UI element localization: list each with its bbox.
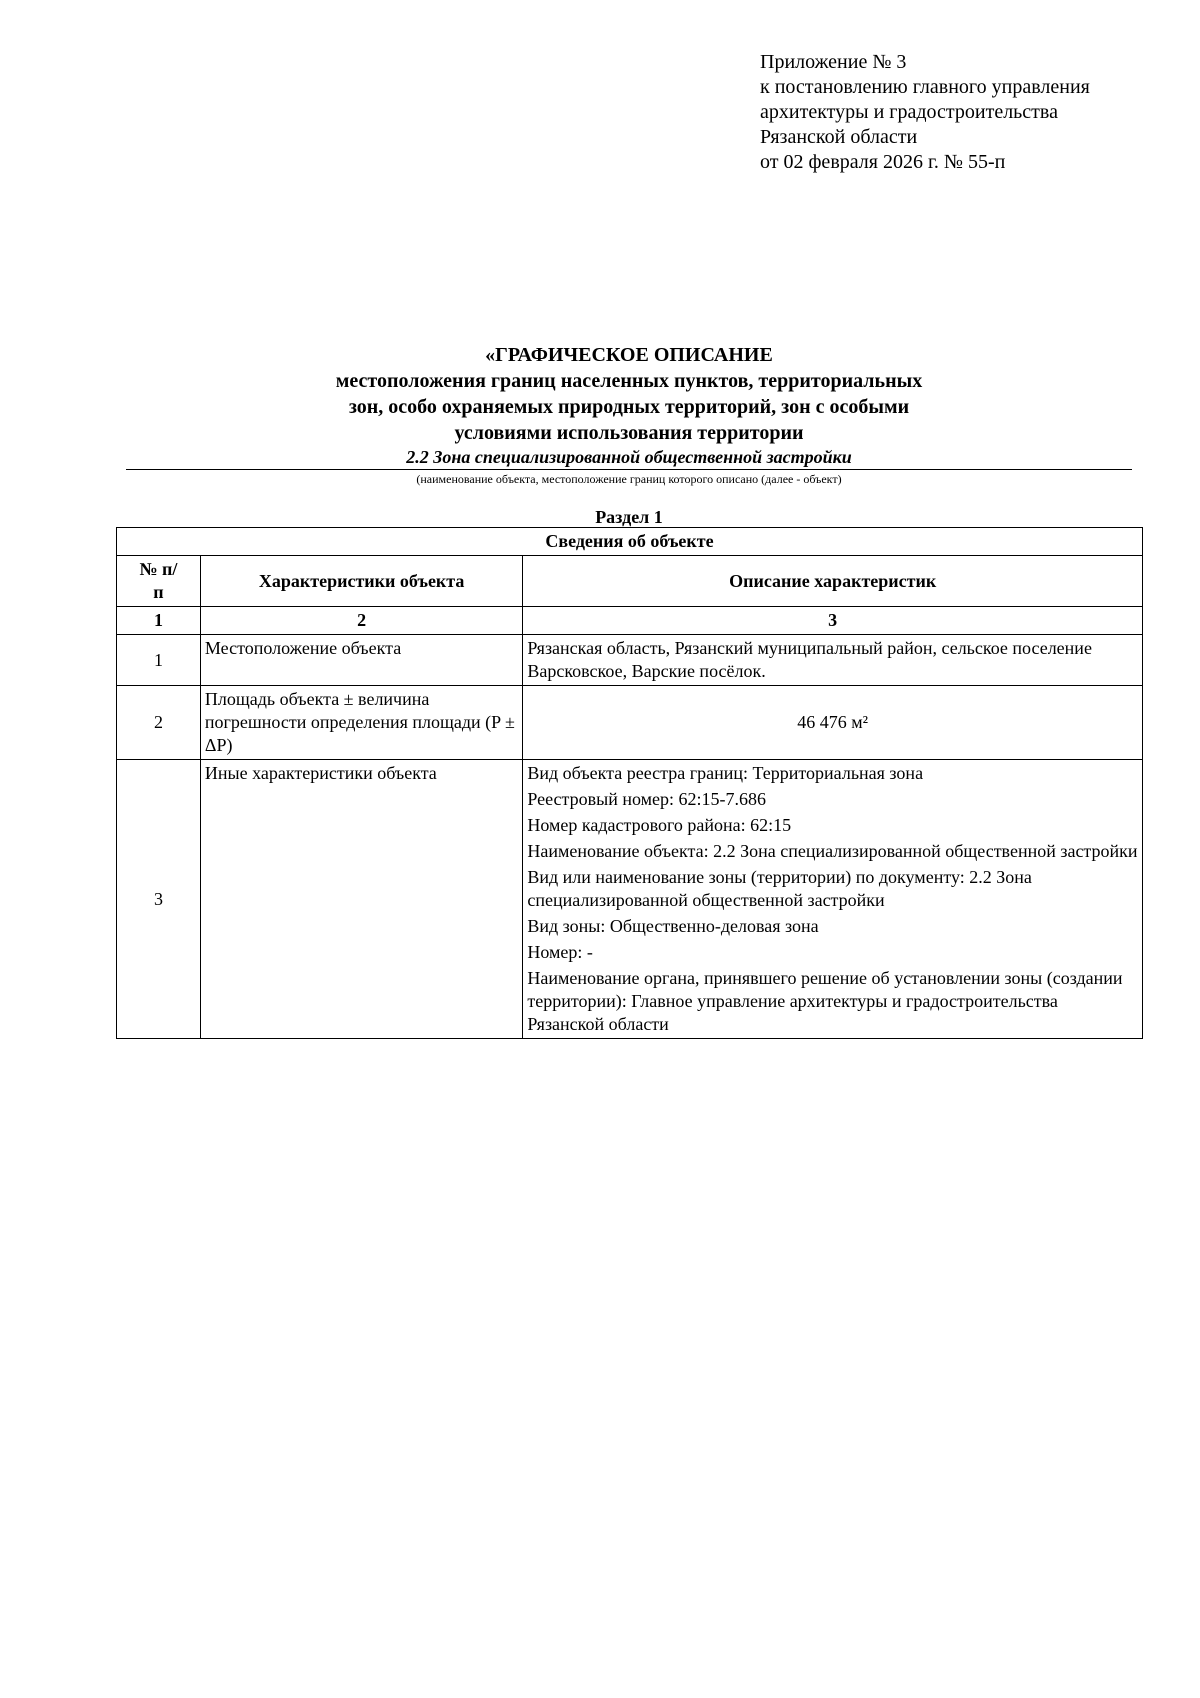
appendix-line: Приложение № 3 bbox=[760, 51, 907, 73]
description-line: Номер: - bbox=[527, 942, 593, 962]
column-index: 2 bbox=[200, 607, 522, 635]
description-line: Реестровый номер: 62:15-7.686 bbox=[527, 789, 767, 809]
object-info-table bbox=[116, 527, 1143, 1039]
table-row bbox=[117, 686, 1143, 760]
appendix-line: к постановлению главного управления bbox=[760, 76, 1090, 98]
header-num-label: № п/п bbox=[139, 559, 178, 602]
description-line: Вид или наименование зоны (территории) по документу: 2.2 Зона специализированной общественной застройки bbox=[527, 867, 1032, 910]
row-num: 2 bbox=[117, 686, 201, 760]
row-characteristic: Иные характеристики объекта bbox=[200, 760, 522, 1039]
table-title: Сведения об объекте bbox=[117, 528, 1143, 556]
appendix-line: от 02 февраля 2026 г. № 55-п bbox=[760, 151, 1006, 173]
appendix-header bbox=[760, 50, 1180, 175]
table-row bbox=[117, 760, 1143, 1039]
column-index-row bbox=[117, 607, 1143, 635]
column-index: 1 bbox=[117, 607, 201, 635]
column-index: 3 bbox=[523, 607, 1143, 635]
row-description bbox=[523, 635, 1143, 686]
description-line: Наименование объекта: 2.2 Зона специализированной общественной застройки bbox=[527, 841, 1138, 861]
description-line: Вид зоны: Общественно-деловая зона bbox=[527, 916, 819, 936]
title-line: местоположения границ населенных пунктов, территориальных bbox=[335, 370, 923, 392]
row-num: 3 bbox=[117, 760, 201, 1039]
description-line: Рязанская область, Рязанский муниципальный район, сельское поселение Варсковское, Варские посёлок. bbox=[527, 638, 1092, 681]
title-line: зон, особо охраняемых природных территорий, зон с особыми bbox=[348, 396, 910, 418]
section-title: Раздел 1 bbox=[595, 507, 663, 527]
object-name: 2.2 Зона специализированной общественной застройки bbox=[126, 446, 1132, 470]
title-line: «ГРАФИЧЕСКОЕ ОПИСАНИЕ bbox=[485, 344, 773, 366]
header-characteristic: Характеристики объекта bbox=[200, 556, 522, 607]
row-num: 1 bbox=[117, 635, 201, 686]
row-characteristic: Площадь объекта ± величина погрешности определения площади (P ± ΔP) bbox=[200, 686, 522, 760]
row-description bbox=[523, 760, 1143, 1039]
description-line: Наименование органа, принявшего решение об установлении зоны (создании территории): Главное управление архитектуры и градостроительства Рязанской области bbox=[527, 968, 1123, 1034]
table-title-row bbox=[117, 528, 1143, 556]
row-description bbox=[523, 686, 1143, 760]
row-characteristic: Местоположение объекта bbox=[200, 635, 522, 686]
description-line: Вид объекта реестра границ: Территориальная зона bbox=[527, 763, 924, 783]
title-line: условиями использования территории bbox=[454, 422, 804, 444]
description-line: Номер кадастрового района: 62:15 bbox=[527, 815, 792, 835]
table-header-row bbox=[117, 556, 1143, 607]
header-description: Описание характеристик bbox=[523, 556, 1143, 607]
description-line: 46 476 м² bbox=[797, 712, 869, 732]
object-name-caption: (наименование объекта, местоположение границ которого описано (далее - объект) bbox=[416, 472, 842, 486]
appendix-line: Рязанской области bbox=[760, 126, 918, 148]
document-title bbox=[126, 342, 1132, 487]
header-num bbox=[117, 556, 201, 607]
appendix-line: архитектуры и градостроительства bbox=[760, 101, 1058, 123]
table-row bbox=[117, 635, 1143, 686]
